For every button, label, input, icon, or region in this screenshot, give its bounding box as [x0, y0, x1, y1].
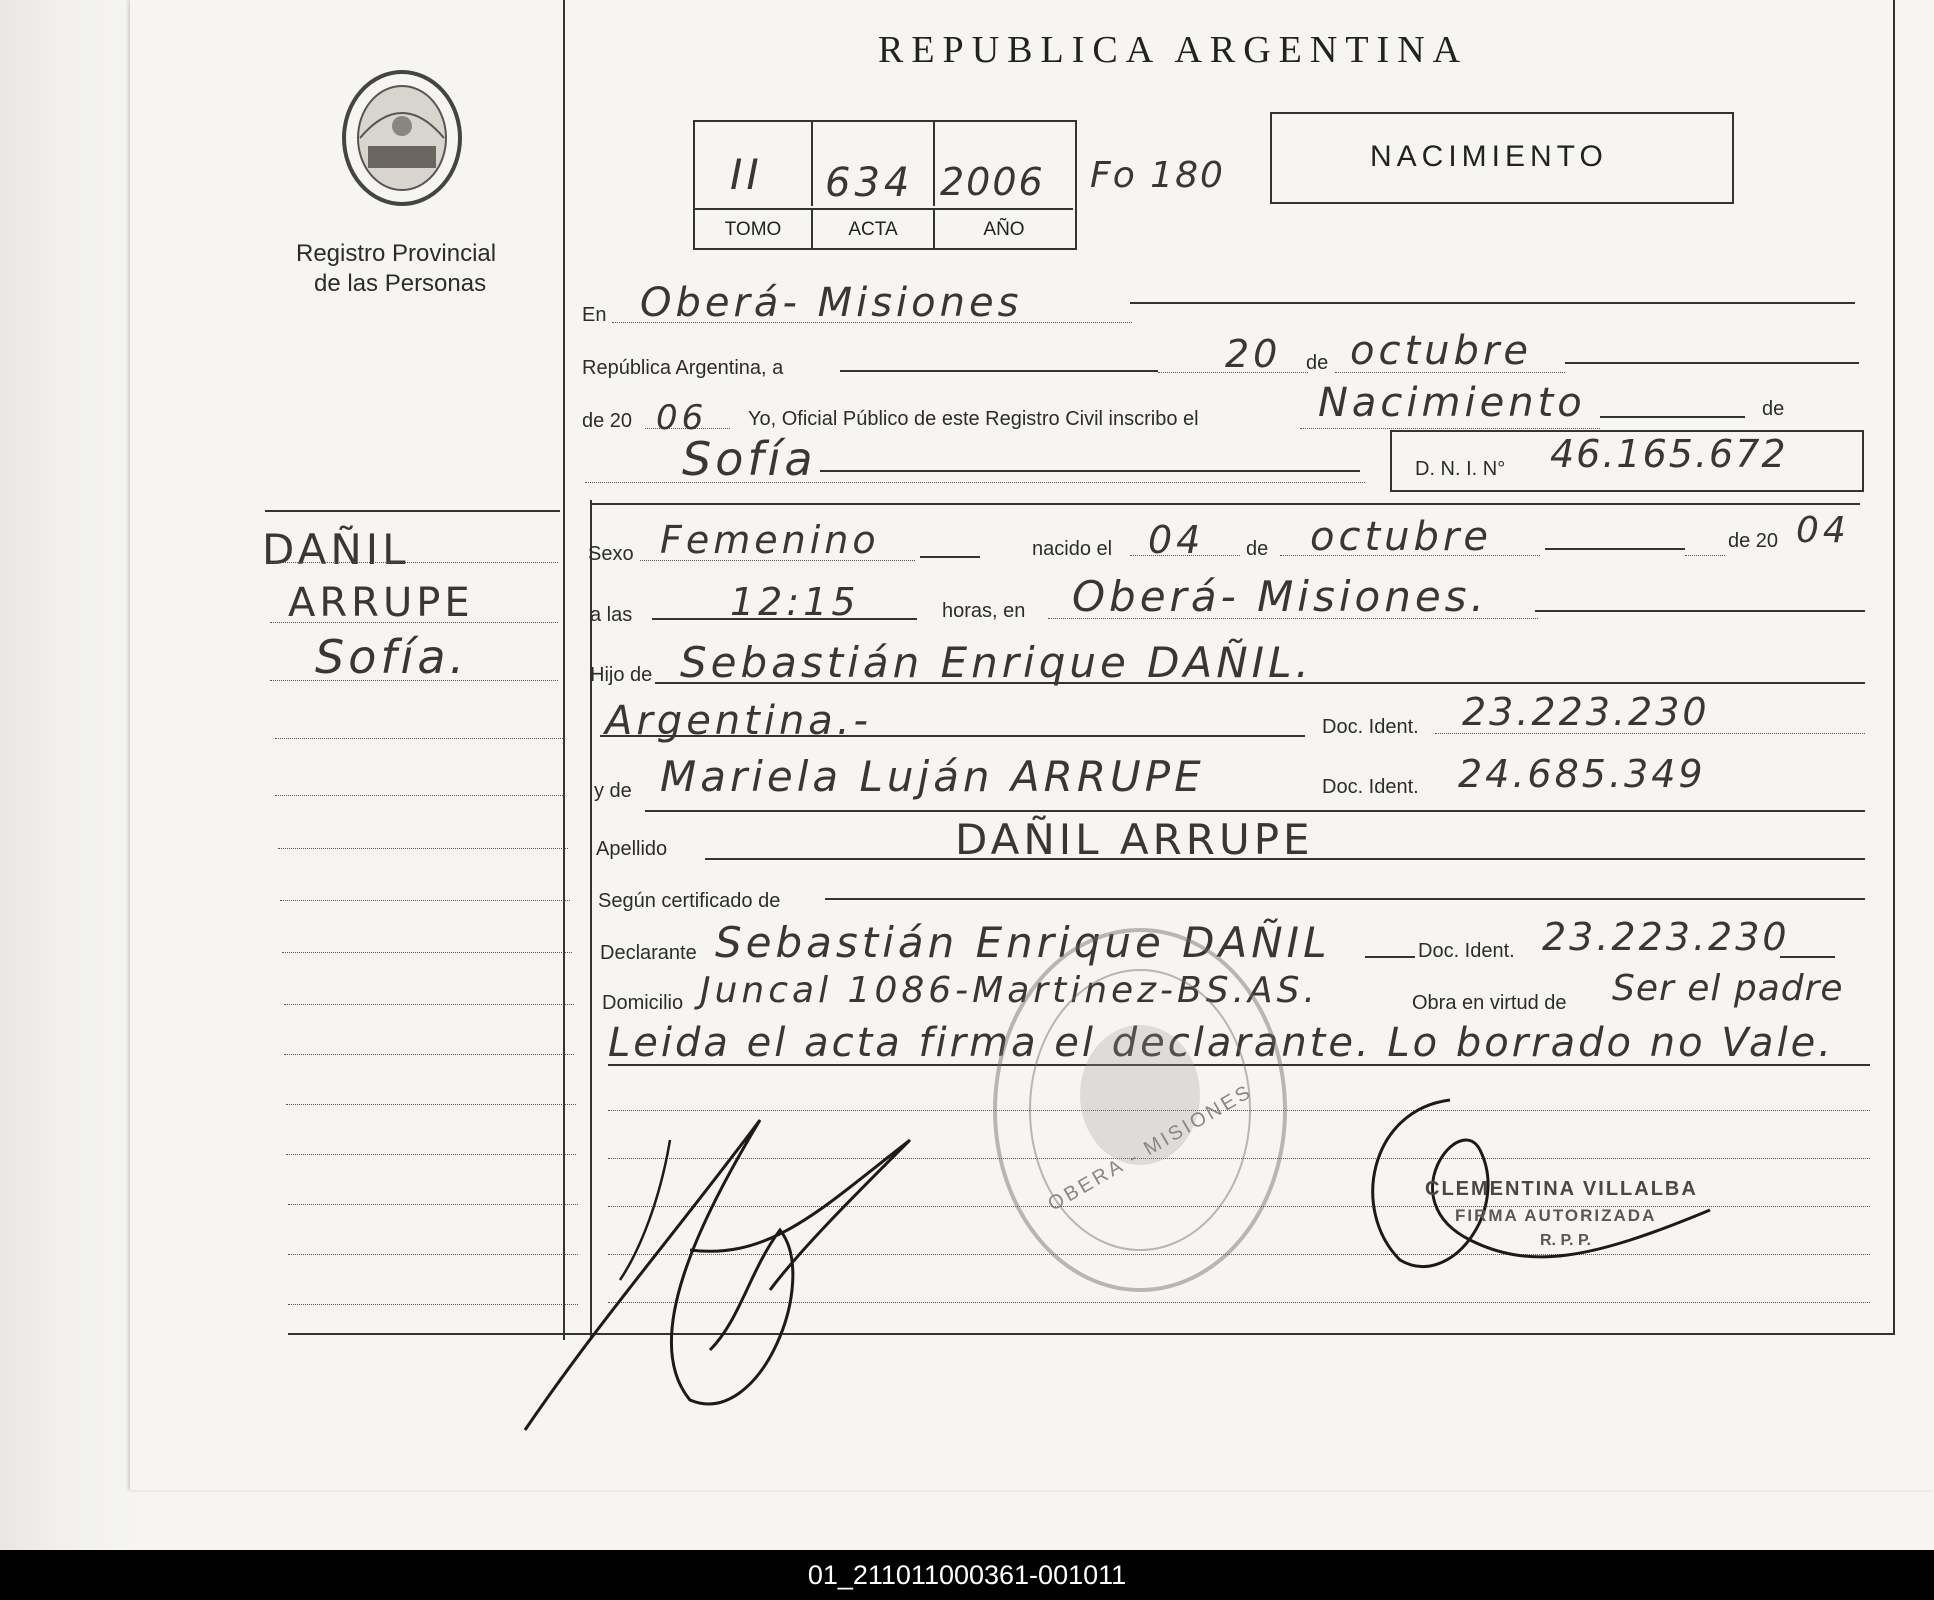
place-value: Oberá- Misiones	[640, 280, 1023, 326]
label-alas: a las	[590, 604, 633, 626]
label-hijo: Hijo de	[590, 664, 653, 686]
day-value: 20	[1225, 332, 1282, 376]
margin-dots-8	[282, 952, 572, 953]
mother-line	[645, 810, 1865, 812]
label-en: En	[582, 304, 607, 326]
birth-place-value: Oberá- Misiones.	[1072, 572, 1488, 621]
margin-dots-2	[270, 622, 558, 623]
label-dni: D. N. I. N°	[1415, 458, 1506, 480]
margin-dots-5	[275, 795, 565, 796]
label-horas: horas, en	[942, 600, 1026, 622]
label-segun: Según certificado de	[598, 890, 781, 912]
mother-doc-value: 24.685.349	[1458, 752, 1706, 796]
anio-value: 2006	[940, 160, 1045, 204]
event-type-label: NACIMIENTO	[1370, 140, 1608, 173]
month-line	[1565, 362, 1859, 364]
margin-dots-7	[280, 900, 570, 901]
margin-dots-1	[270, 562, 558, 563]
year-suffix-value: 06	[656, 398, 708, 438]
birthmonth-line	[1545, 548, 1685, 550]
birthyear-dots	[1685, 555, 1725, 556]
label-de20: de 20	[582, 410, 633, 432]
declarant-doc-value: 23.223.230	[1542, 915, 1790, 959]
margin-surname-2: ARRUPE	[288, 580, 474, 626]
document-title: REPUBLICA ARGENTINA	[878, 29, 1469, 71]
right-border	[1893, 0, 1895, 1335]
label-de20b: de 20	[1728, 530, 1779, 552]
image-id-footer: 01_211011000361-001011	[0, 1550, 1934, 1600]
label-yo: Yo, Oficial Público de este Registro Civil inscribo el	[748, 408, 1199, 430]
signatory-initials: R. P. P.	[1540, 1232, 1591, 1249]
mother-value: Mariela Luján ARRUPE	[660, 752, 1205, 801]
signatory-title: FIRMA AUTORIZADA	[1455, 1206, 1657, 1225]
father-nationality-value: Argentina.-	[605, 698, 872, 744]
label-republica: República Argentina, a	[582, 357, 784, 379]
closing-value: Leida el acta firma el declarante. Lo borrado no Vale.	[608, 1020, 1835, 1066]
form-section-rule	[590, 503, 1860, 505]
declarant-value: Sebastián Enrique DAÑIL	[715, 918, 1331, 967]
agency-name-line2: de las Personas	[314, 270, 487, 297]
sex-line	[920, 556, 980, 558]
margin-dots-3	[270, 680, 558, 681]
tomo-value: II	[730, 150, 763, 199]
margin-top-rule	[265, 510, 560, 512]
event-line	[1600, 416, 1745, 418]
address-value: Juncal 1086-Martinez-BS.AS.	[700, 970, 1319, 1011]
margin-surname-1: DAÑIL	[262, 525, 410, 574]
month-value: octubre	[1350, 328, 1532, 374]
father-value: Sebastián Enrique DAÑIL.	[680, 638, 1313, 687]
margin-dots-10	[284, 1054, 574, 1055]
anio-label: AÑO	[935, 208, 1073, 250]
dni-value: 46.165.672	[1550, 432, 1788, 476]
stamp-bottom-text: OBERA - MISIONES	[1044, 1080, 1257, 1216]
label-apellido: Apellido	[596, 838, 668, 860]
event-dots	[1300, 428, 1600, 429]
margin-given-name: Sofía.	[315, 630, 469, 684]
margin-dots-9	[284, 1004, 574, 1005]
sex-value: Femenino	[660, 518, 880, 562]
label-doc3: Doc. Ident.	[1418, 940, 1515, 962]
reason-value: Ser el padre	[1612, 968, 1844, 1009]
margin-dots-4	[275, 738, 565, 739]
acta-label: ACTA	[813, 208, 935, 250]
margin-dots-6	[278, 848, 568, 849]
republica-line	[840, 370, 1158, 372]
declarant-doc-line	[1780, 956, 1835, 958]
certificate-line	[825, 898, 1865, 900]
label-sexo: Sexo	[588, 543, 634, 565]
declarant-signature	[520, 1100, 940, 1440]
label-nacido: nacido el	[1032, 538, 1113, 560]
label-de: de	[1306, 352, 1329, 374]
event-value: Nacimiento	[1318, 380, 1586, 426]
agency-name-line1: Registro Provincial	[296, 240, 497, 267]
place-line	[1130, 302, 1855, 304]
signatory-name: CLEMENTINA VILLALBA	[1425, 1178, 1698, 1200]
surname-value: DAÑIL ARRUPE	[955, 815, 1314, 864]
label-de2: de	[1246, 538, 1269, 560]
label-yde: y de	[594, 780, 632, 802]
birthplace-line	[1535, 610, 1865, 612]
provincial-seal	[340, 68, 465, 208]
label-declarante: Declarante	[600, 942, 697, 964]
declarant-line	[1365, 956, 1415, 958]
birth-year-suffix-value: 04	[1796, 510, 1850, 551]
father-doc-value: 23.223.230	[1462, 690, 1710, 734]
label-domicilio: Domicilio	[602, 992, 684, 1014]
tomo-label: TOMO	[695, 208, 813, 250]
label-doc1: Doc. Ident.	[1322, 716, 1419, 738]
birth-month-value: octubre	[1310, 514, 1492, 560]
name-line	[820, 470, 1360, 472]
label-de-event: de	[1762, 398, 1785, 420]
label-doc2: Doc. Ident.	[1322, 776, 1419, 798]
time-value: 12:15	[730, 580, 860, 624]
folio-value: Fo 180	[1090, 155, 1225, 196]
name-value: Sofía	[682, 432, 817, 486]
label-obra: Obra en virtud de	[1412, 992, 1567, 1014]
birth-day-value: 04	[1148, 518, 1205, 562]
acta-value: 634	[825, 160, 914, 206]
official-stamp	[985, 920, 1295, 1300]
